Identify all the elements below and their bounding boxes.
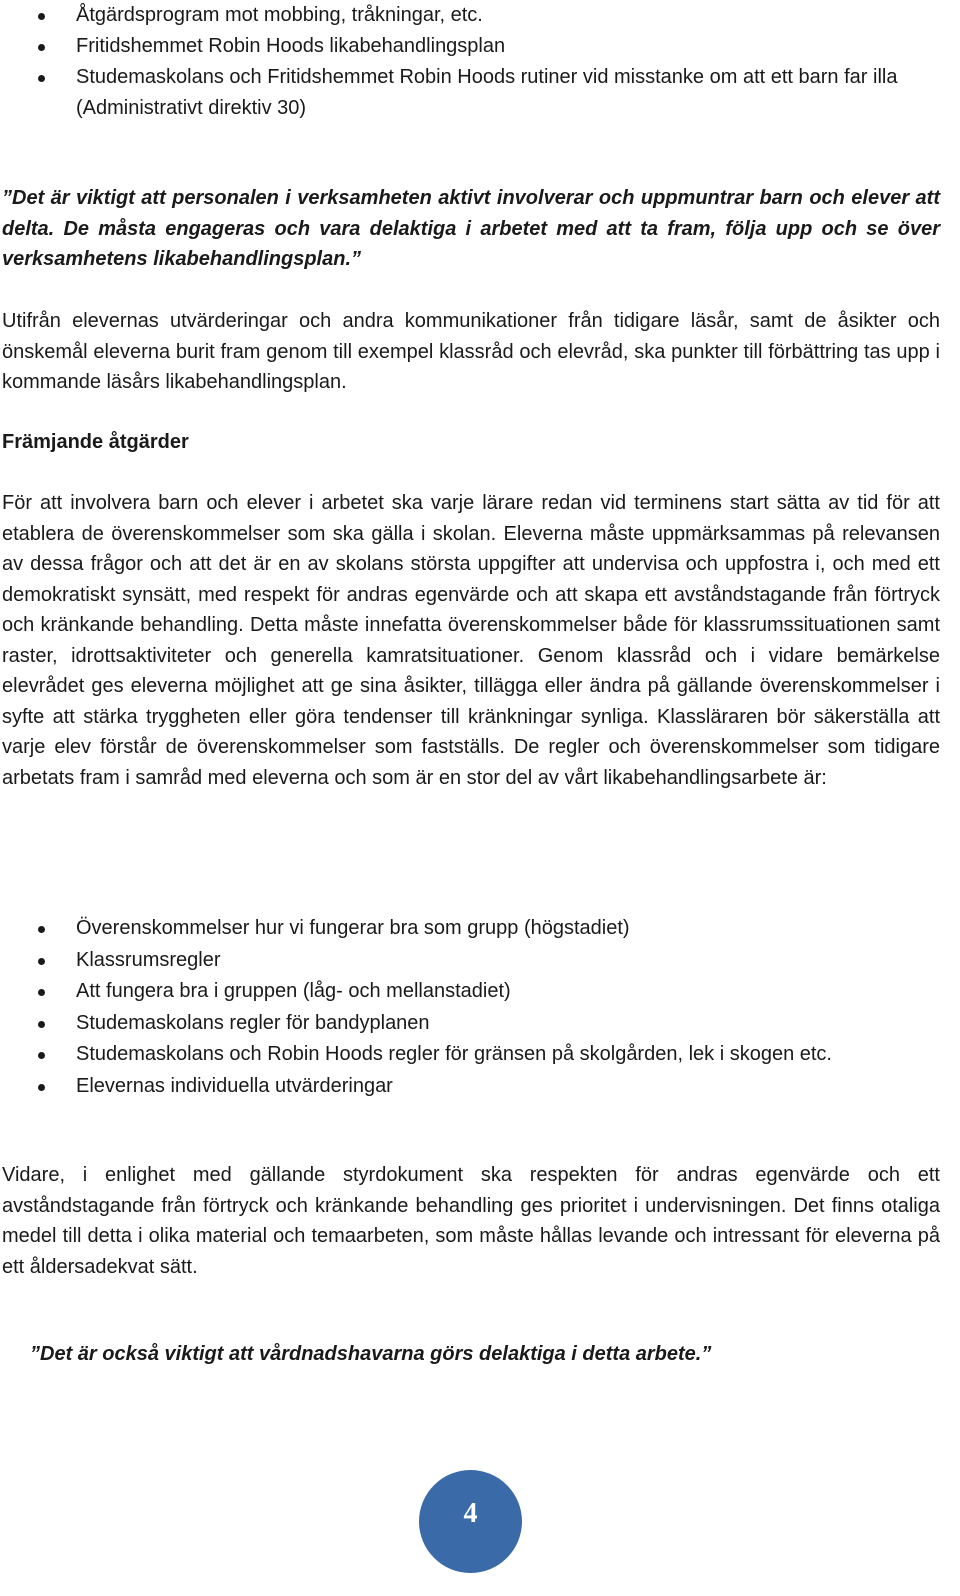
list-item [0,976,944,1008]
list-item-text: Studemaskolans regler för bandyplanen [76,1011,430,1034]
agreements-list [0,913,944,1102]
list-item [0,945,944,977]
section-heading-framjande: Främjande åtgärder [2,431,189,453]
action-plans-list [0,0,944,124]
bullet-icon [38,989,45,996]
list-item [0,913,944,945]
evaluation-paragraph: Utifrån elevernas utvärderingar och andra kommunikationer från tidigare läsår, samt de åsikter och önskemål eleverna burit fram genom till exempel klassråd och elevråd, ska punkter till förbättring tas upp i kommande läsårs likabehandlingsplan. [2,310,940,393]
promotive-measures-paragraph: För att involvera barn och elever i arbetet ska varje lärare redan vid terminens start sätta av tid för att etablera de överenskommelser som ska gälla i skolan. Eleverna måste uppmärksammas på relevansen av dessa frågor och att det är en av skolans största uppgifter att undervisa och uppfostra i, och med ett demokratiskt synsätt, med respekt för andras egenvärde och att skapa ett avståndstagande från förtryck och kränkande behandling. Detta måste innefatta överenskommelser både för klassrumssituationen samt raster, idrottsaktiviteter och generella kamratsituationer. Genom klassråd och i vidare bemärkelse elevrådet ges eleverna möjlighet att ge sina åsikter, tillägga eller ändra på gällande överenskommelser i syfte att stärka tryggheten eller göra tendenser till kränkningar synliga. Klassläraren bör säkerställa att varje elev förstår de överenskommelser som fastställs. De regler och överenskommelser som tidigare arbetats fram i samråd med eleverna och som är en stor del av vårt likabehandlingsarbete är: [2,492,940,789]
list-item [0,1008,944,1040]
bullet-icon [38,13,45,20]
bullet-icon [38,44,45,51]
list-item-text: Elevernas individuella utvärderingar [76,1074,393,1097]
list-item-text: Fritidshemmet Robin Hoods likabehandlingsplan [76,35,506,57]
bullet-icon [38,1052,45,1059]
list-item [0,62,944,124]
list-item-text: Åtgärdsprogram mot mobbing, tråkningar, etc. [76,4,483,26]
list-item-text: Att fungera bra i gruppen (låg- och mellanstadiet) [76,980,511,1002]
list-item [0,1039,944,1071]
bullet-icon [38,1021,45,1028]
bullet-icon [38,1084,45,1091]
curriculum-paragraph: Vidare, i enlighet med gällande styrdokument ska respekten för andras egenvärde och ett avståndstagande från förtryck och kränkande behandling ges prioritet i undervisningen. Det finns otaliga medel till detta i olika material och temaarbeten, som måste hållas levande och intressant för eleverna på ett åldersadekvat sätt. [2,1164,940,1278]
list-item [0,31,944,62]
list-item-text: Klassrumsregler [76,948,221,971]
bullet-icon [38,75,45,82]
bullet-icon [38,926,45,933]
list-item [0,1071,944,1103]
guardians-quote: ”Det är också viktigt att vårdnadshavarna görs delaktiga i detta arbete.” [30,1343,712,1365]
list-item-text: Studemaskolans och Fritidshemmet Robin Hoods rutiner vid misstanke om att ett barn far illa (Administrativt direktiv 30) [76,66,898,119]
bullet-icon [38,958,45,965]
list-item [0,0,944,31]
page-number-badge [419,1470,522,1573]
staff-involvement-quote: ”Det är viktigt att personalen i verksamheten aktivt involverar och uppmuntrar barn och elever att delta. De måsta engageras och vara delaktiga i arbetet med att ta fram, följa upp och se över verksamhetens likabehandlingsplan.” [2,187,940,270]
list-item-text: Studemaskolans och Robin Hoods regler för gränsen på skolgården, lek i skogen etc. [76,1043,832,1065]
list-item-text: Överenskommelser hur vi fungerar bra som grupp (högstadiet) [76,917,630,939]
page-number: 4 [463,1497,478,1529]
